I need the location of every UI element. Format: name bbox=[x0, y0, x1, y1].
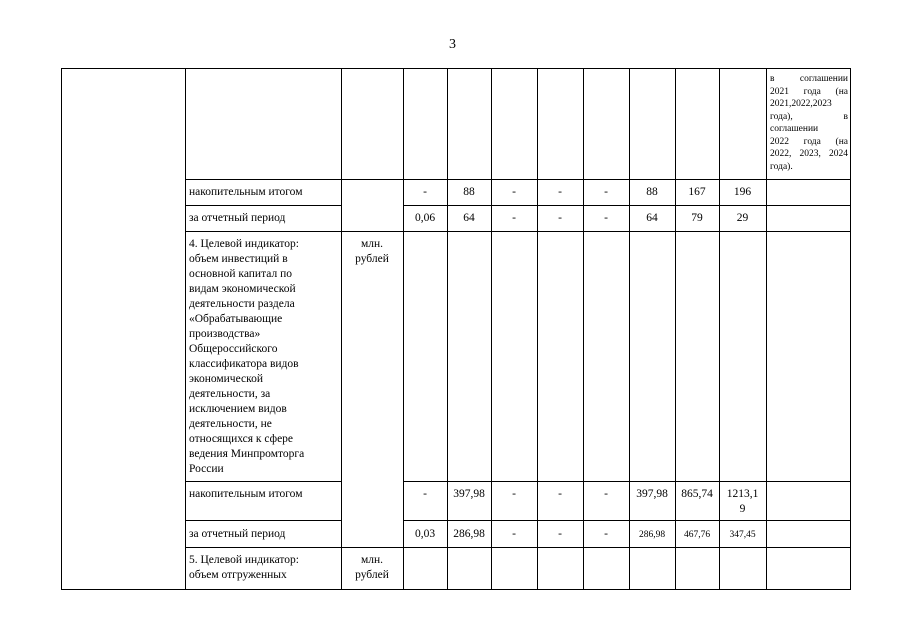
indicator-line: деятельности, не bbox=[189, 418, 272, 430]
table-border-left bbox=[61, 68, 62, 590]
note-line: 2022 года (на bbox=[770, 136, 848, 147]
table-cell: 88 bbox=[646, 186, 658, 198]
table-cell: 64 bbox=[463, 212, 475, 224]
table-cell: - bbox=[512, 488, 516, 500]
note-line: года), в bbox=[770, 111, 848, 122]
column-divider bbox=[766, 68, 767, 590]
row-divider bbox=[403, 205, 851, 206]
row-label: накопительным итогом bbox=[189, 186, 303, 198]
table-cell: 64 bbox=[646, 212, 658, 224]
indicator-line: исключением видов bbox=[189, 403, 287, 415]
unit-line: рублей bbox=[355, 253, 389, 265]
indicator-line: основной капитал по bbox=[189, 268, 292, 280]
unit-cell bbox=[341, 237, 403, 267]
indicator-line: видам экономической bbox=[189, 283, 296, 295]
note-line: в соглашении bbox=[770, 74, 848, 84]
note-cell bbox=[770, 73, 848, 173]
table-cell: - bbox=[423, 488, 427, 500]
indicator-line: объем отгруженных bbox=[189, 569, 287, 581]
column-divider bbox=[537, 68, 538, 590]
indicator-line: экономической bbox=[189, 373, 263, 385]
note-line: года). bbox=[770, 161, 793, 172]
table-cell: - bbox=[558, 212, 562, 224]
indicator-line: производства» bbox=[189, 328, 261, 340]
table-border-right bbox=[850, 68, 851, 590]
indicator-line: 4. Целевой индикатор: bbox=[189, 238, 299, 250]
table-cell: - bbox=[604, 212, 608, 224]
indicator-line: классификатора видов bbox=[189, 358, 299, 370]
row-label: за отчетный период bbox=[189, 528, 286, 540]
table-cell: 88 bbox=[463, 186, 475, 198]
indicator-line: относящихся к сфере bbox=[189, 433, 294, 445]
table-border-top bbox=[61, 68, 851, 69]
column-divider bbox=[583, 68, 584, 590]
row-divider bbox=[403, 481, 851, 482]
indicator-description bbox=[189, 553, 339, 583]
column-divider bbox=[629, 68, 630, 590]
row-label: накопительным итогом bbox=[189, 488, 303, 500]
table-cell: 467,76 bbox=[683, 530, 711, 540]
table-cell: 167 bbox=[688, 186, 706, 198]
column-divider bbox=[341, 68, 342, 590]
unit-line: млн. bbox=[360, 238, 384, 250]
table-cell: 29 bbox=[736, 212, 749, 224]
row-divider bbox=[185, 205, 341, 206]
note-line: соглашении bbox=[770, 124, 819, 134]
table-cell: - bbox=[558, 186, 562, 198]
indicator-line: объем инвестиций в bbox=[189, 253, 288, 265]
indicator-line: «Обрабатывающие bbox=[189, 313, 283, 325]
table-cell: - bbox=[604, 488, 608, 500]
table-cell: - bbox=[423, 186, 427, 198]
column-divider bbox=[675, 68, 676, 590]
table-cell: - bbox=[512, 186, 516, 198]
row-divider bbox=[185, 231, 851, 232]
table-cell: 865,74 bbox=[681, 488, 713, 500]
note-line: 2021 года (на bbox=[770, 86, 848, 97]
table-cell: 0,03 bbox=[414, 528, 436, 540]
table-cell: 0,06 bbox=[414, 212, 436, 224]
column-divider bbox=[185, 68, 186, 590]
table-cell: - bbox=[512, 528, 516, 540]
table-cell: 397,98 bbox=[636, 488, 668, 500]
table-cell-line: 1213,1 bbox=[726, 488, 759, 500]
table-cell: 196 bbox=[733, 186, 752, 198]
indicator-line: России bbox=[189, 463, 224, 475]
row-divider bbox=[403, 520, 851, 521]
indicator-line: деятельности раздела bbox=[189, 298, 295, 310]
column-divider bbox=[447, 68, 448, 590]
table-cell-line: 9 bbox=[739, 503, 746, 515]
table-cell: 79 bbox=[691, 212, 703, 224]
column-divider bbox=[403, 68, 404, 590]
note-line: 2021,2022,2023 bbox=[770, 99, 832, 109]
table-cell: 286,98 bbox=[638, 530, 666, 540]
table-cell: - bbox=[558, 528, 562, 540]
page-number: 3 bbox=[449, 37, 456, 52]
row-divider bbox=[185, 547, 851, 548]
indicator-line: Общероссийского bbox=[189, 343, 278, 355]
indicator-line: ведения Минпромторга bbox=[189, 448, 305, 460]
row-divider bbox=[185, 179, 851, 180]
unit-line: млн. bbox=[360, 554, 384, 566]
row-divider bbox=[185, 520, 341, 521]
indicator-line: 5. Целевой индикатор: bbox=[189, 554, 299, 566]
note-line: 2022, 2023, 2024 bbox=[770, 149, 848, 159]
table-cell-wrapped bbox=[719, 487, 766, 517]
table-border-bottom bbox=[61, 589, 851, 590]
indicator-line: деятельности, за bbox=[189, 388, 271, 400]
table-cell: 347,45 bbox=[729, 530, 756, 540]
row-divider bbox=[185, 481, 341, 482]
table-cell: - bbox=[604, 186, 608, 198]
table-cell: - bbox=[604, 528, 608, 540]
table-cell: - bbox=[512, 212, 516, 224]
indicator-description bbox=[189, 237, 339, 477]
unit-cell bbox=[341, 553, 403, 583]
row-label: за отчетный период bbox=[189, 212, 286, 224]
table-cell: - bbox=[558, 488, 562, 500]
table-cell: 286,98 bbox=[453, 528, 485, 540]
column-divider bbox=[491, 68, 492, 590]
unit-line: рублей bbox=[355, 569, 389, 581]
table-cell: 397,98 bbox=[453, 488, 485, 500]
